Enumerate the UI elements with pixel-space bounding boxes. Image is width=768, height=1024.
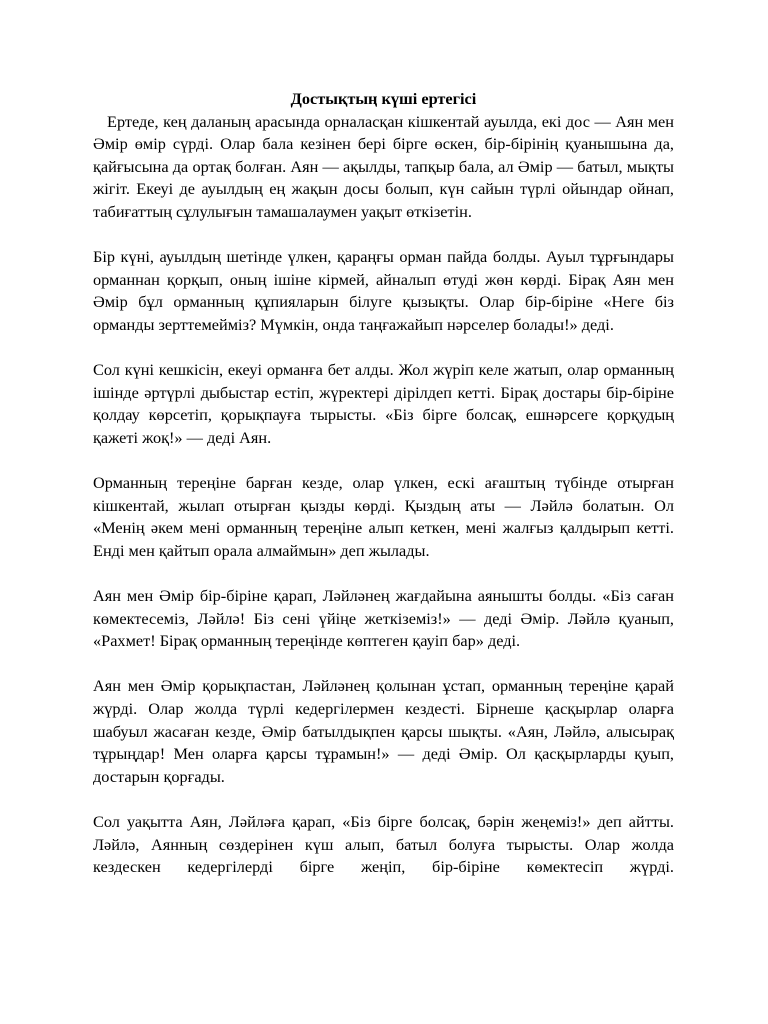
document-title: Достықтың күші ертегісі xyxy=(290,89,477,108)
paragraph-4: Орманның тереңіне барған кезде, олар үлкен, ескі ағаштың түбінде отырған кішкентай, жылап отырған қызды көрді. Қыздың аты — Ләйлә болатын. Ол «Менің әкем мені орманның тереңіне алып кеткен, мені жалғыз қалдырып кетті. Енді мен қайтып орала алмаймын» деп жылады. xyxy=(93,473,674,560)
paragraph-3: Сол күні кешкісін, екеуі орманға бет алды. Жол жүріп келе жатып, олар орманның ішінде әртүрлі дыбыстар естіп, жүректері дірілдеп кетті. Бірақ достары бір-біріне қолдау көрсетіп, қорықпауға тырысты. «Біз бірге болсақ, ешнәрсеге қорқудың қажеті жоқ!» — деді Аян. xyxy=(93,360,674,447)
paragraph-5: Аян мен Әмір бір-біріне қарап, Ләйләнең жағдайына аянышты болды. «Біз саған көмектесеміз, Ләйлә! Біз сені үйіңе жеткіземіз!» — деді Әмір. Ләйлә қуанып, «Рахмет! Бірақ орманның тереңінде көптеген қауіп бар» деді. xyxy=(93,586,674,651)
paragraph-1: Ертеде, кең даланың арасында орналасқан кішкентай ауылда, екі дос — Аян мен Әмір өмір сүрді. Олар бала кезінен бері бірге өскен, бір-бірінің қуанышына да, қайғысына да ортақ болған. Аян — ақылды, тапқыр бала, ал Әмір — батыл, мықты жігіт. Екеуі де ауылдың ең жақын досы болып, күн сайын түрлі ойындар ойнап, табиғаттың сұлулығын тамашалаумен уақыт өткізетін. xyxy=(93,111,674,221)
paragraph-7: Сол уақытта Аян, Ләйләға қарап, «Біз бірге болсақ, бәрін жеңеміз!» деп айтты. Ләйлә, Аянның сөздерінен күш алып, батыл болуға тырысты. Олар жолда кездескен кедергілерді бірге жеңіп, бір-біріне көмектесіп жүрді. xyxy=(93,812,674,877)
paragraph-2: Бір күні, ауылдың шетінде үлкен, қараңғы орман пайда болды. Ауыл тұрғындары орманнан қорқып, оның ішіне кірмей, айналып өтуді жөн көрді. Бірақ Аян мен Әмір бұл орманның құпияларын білуге қызықты. Олар бір-біріне «Неге біз орманды зерттемейміз? Мүмкін, онда таңғажайып нәрселер болады!» деді. xyxy=(93,247,674,334)
paragraph-6: Аян мен Әмір қорықпастан, Ләйләнең қолынан ұстап, орманның тереңіне қарай жүрді. Олар жолда түрлі кедергілермен кездесті. Бірнеше қасқырлар оларға шабуыл жасаған кезде, Әмір батылдықпен қарсы шықты. «Аян, Ләйлә, алысырақ тұрыңдар! Мен оларға қарсы тұрамын!» — деді Әмір. Ол қасқырларды қуып, достарын қорғады. xyxy=(93,676,674,786)
document-page xyxy=(93,88,674,879)
